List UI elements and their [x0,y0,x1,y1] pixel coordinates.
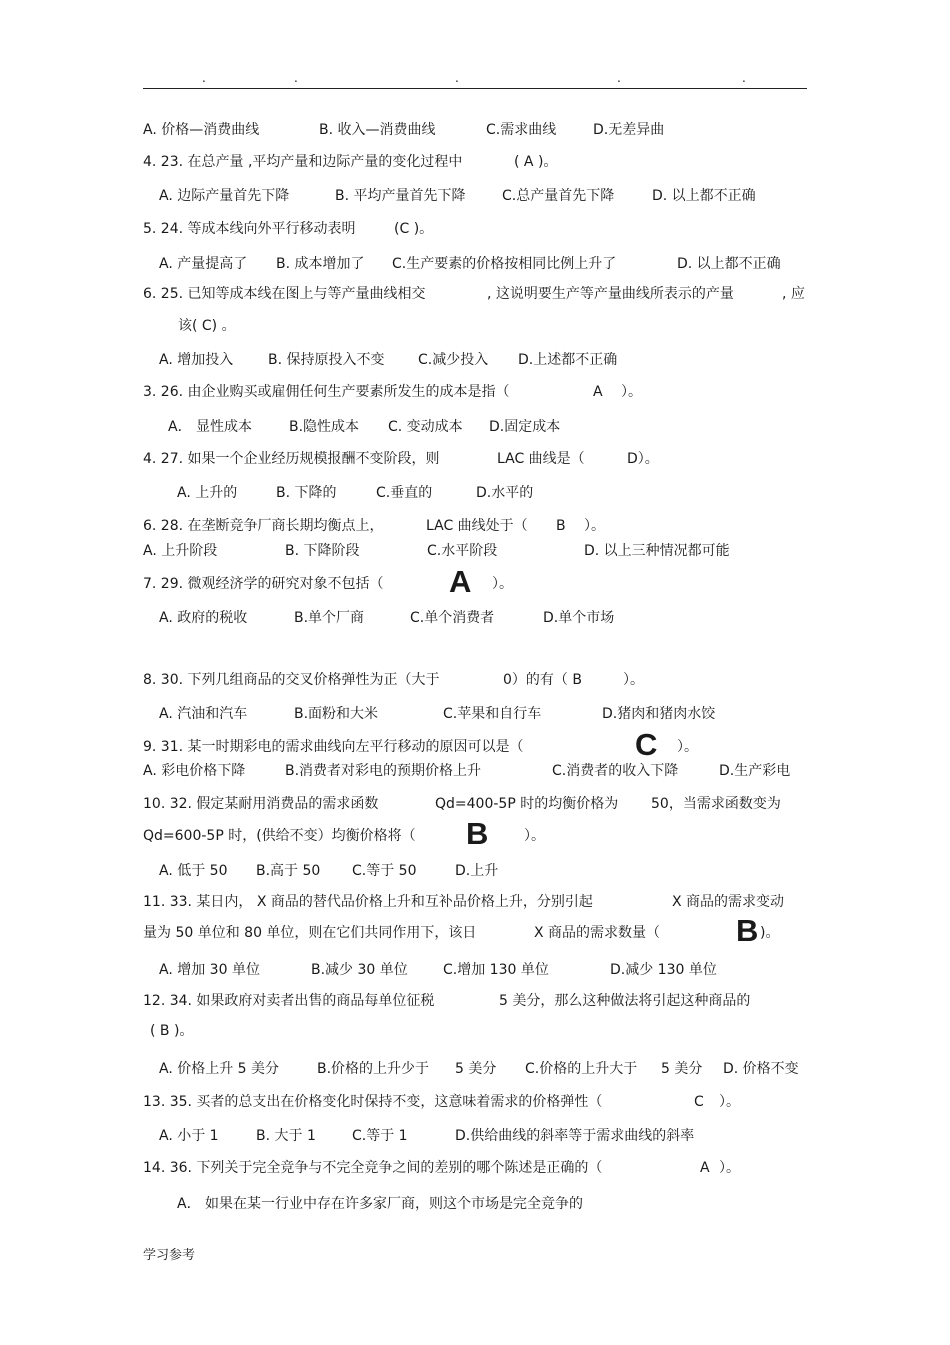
option-text: A. 增加投入 [159,352,234,368]
header-dot: . [617,71,621,85]
question-text: 13. 35. 买者的总支出在价格变化时保持不变，这意味着需求的价格弹性（ [143,1094,603,1110]
question-text: X 商品的需求变动 [672,894,785,910]
option-text: A. 彩电价格下降 [143,763,246,779]
option-text: A． 显性成本 [168,419,253,435]
option-text: D. 以上都不正确 [677,256,781,272]
question-text: ）。 [719,1094,740,1110]
handwritten-answer: C [635,727,658,762]
option-text: A. 产量提高了 [159,256,248,272]
question-text: LAC 曲线处于（ [426,518,528,534]
question-text: 11. 33. 某日内， X 商品的替代品价格上升和互补品价格上升，分别引起 [143,894,593,910]
answer-text: ( A )。 [514,154,558,170]
question-text: 量为 50 单位和 80 单位，则在它们共同作用下，该日 [143,925,477,941]
option-text: D. 价格不变 [723,1061,799,1077]
option-text: 5 美分 [661,1061,703,1077]
option-text: A. 增加 30 单位 [159,962,260,978]
question-text: ）。 [524,828,545,844]
option-text: D.固定成本 [489,419,561,435]
option-text: A. 低于 50 [159,863,228,879]
option-text: A. 汽油和汽车 [159,706,248,722]
option-text: B.隐性成本 [289,419,360,435]
handwritten-answer: B [736,913,759,948]
option-text: B.减少 30 单位 [311,962,408,978]
question-text: ）。 [623,672,644,688]
option-text: B. 收入—消费曲线 [319,122,436,138]
question-text: )。 [760,925,780,941]
option-text: C.减少投入 [418,352,489,368]
question-text: 6. 28. 在垄断竞争厂商长期均衡点上， [143,518,384,534]
option-text: D. 以上都不正确 [652,188,756,204]
question-text: 9. 31. 某一时期彩电的需求曲线向左平行移动的原因可以是（ [143,739,524,755]
option-text: C.增加 130 单位 [443,962,549,978]
option-text: C.等于 1 [352,1128,408,1144]
header-dot: . [742,71,746,85]
option-text: A. 小于 1 [159,1128,219,1144]
question-text: Qd=400-5P 时的均衡价格为 [435,796,619,812]
header-dot: . [455,71,459,85]
option-text: B. 平均产量首先下降 [335,188,466,204]
question-text: 14. 36. 下列关于完全竞争与不完全竞争之间的差别的哪个陈述是正确的（ [143,1160,603,1176]
option-text: C.生产要素的价格按相同比例上升了 [392,256,617,272]
option-text: B. 下降阶段 [285,543,360,559]
option-text: B.单个厂商 [294,610,365,626]
answer-text: A [700,1160,710,1176]
option-text: B. 成本增加了 [276,256,365,272]
option-text: A. 边际产量首先下降 [159,188,290,204]
question-text: 5 美分，那么这种做法将引起这种商品的 [499,993,751,1009]
option-text: B. 保持原投入不变 [268,352,385,368]
option-text: A． 如果在某一行业中存在许多家厂商，则这个市场是完全竞争的 [177,1196,584,1212]
answer-text: C [694,1094,704,1110]
question-text: X 商品的需求数量（ [534,925,661,941]
option-text: A. 价格—消费曲线 [143,122,260,138]
option-text: B.高于 50 [256,863,321,879]
option-text: D.单个市场 [543,610,615,626]
question-text: 10. 32. 假定某耐用消费品的需求函数 [143,796,379,812]
header-rule [143,88,807,89]
question-text: 4. 23. 在总产量 ,平均产量和边际产量的变化过程中 [143,154,463,170]
option-text: C.垂直的 [376,485,433,501]
option-text: D. 以上三种情况都可能 [584,543,730,559]
answer-text: 该( C) 。 [178,318,236,334]
option-text: D.上升 [455,863,499,879]
question-text: 3. 26. 由企业购买或雇佣任何生产要素所发生的成本是指（ [143,384,510,400]
option-text: D.生产彩电 [719,763,791,779]
option-text: B.价格的上升少于 [317,1061,430,1077]
question-text: ）。 [621,384,642,400]
option-text: C.苹果和自行车 [443,706,542,722]
question-text: Qd=600-5P 时，(供给不变）均衡价格将（ [143,828,416,844]
answer-text: D）。 [627,451,659,467]
option-text: C.价格的上升大于 [525,1061,638,1077]
answer-text: B [556,518,566,534]
question-text: ）。 [677,739,698,755]
question-text: ）。 [719,1160,740,1176]
option-text: D.无差异曲 [593,122,665,138]
question-text: 6. 25. 已知等成本线在图上与等产量曲线相交 [143,286,426,302]
handwritten-answer: A [449,564,472,599]
question-text: 12. 34. 如果政府对卖者出售的商品每单位征税 [143,993,435,1009]
option-text: B. 大于 1 [256,1128,316,1144]
question-text: ）。 [584,518,605,534]
question-text: 50，当需求函数变为 [651,796,781,812]
question-text: 8. 30. 下列几组商品的交叉价格弹性为正（大于 [143,672,440,688]
option-text: C.单个消费者 [410,610,495,626]
question-text: , 应 [782,286,805,302]
header-dot: . [294,71,298,85]
option-text: A. 上升阶段 [143,543,218,559]
option-text: D.减少 130 单位 [610,962,717,978]
answer-text: 0）的有（ B [503,672,582,688]
page-footer: 学习参考 [143,1248,196,1263]
answer-text: ( B )。 [150,1023,194,1039]
question-text: ）。 [492,576,513,592]
answer-text: (C )。 [394,221,434,237]
option-text: A. 上升的 [177,485,238,501]
option-text: C.消费者的收入下降 [552,763,679,779]
option-text: D.猪肉和猪肉水饺 [602,706,716,722]
question-text: 4. 27. 如果一个企业经历规模报酬不变阶段，则 [143,451,440,467]
option-text: D.供给曲线的斜率等于需求曲线的斜率 [455,1128,695,1144]
question-text: 5. 24. 等成本线向外平行移动表明 [143,221,356,237]
option-text: A. 价格上升 5 美分 [159,1061,280,1077]
header-dot: . [202,71,206,85]
option-text: B. 下降的 [276,485,337,501]
option-text: C.等于 50 [352,863,417,879]
option-text: C.总产量首先下降 [502,188,615,204]
option-text: C. 变动成本 [388,419,463,435]
answer-text: A [593,384,603,400]
option-text: D.水平的 [476,485,534,501]
option-text: B.消费者对彩电的预期价格上升 [285,763,482,779]
option-text: D.上述都不正确 [518,352,618,368]
option-text: 5 美分 [455,1061,497,1077]
option-text: C.需求曲线 [486,122,557,138]
question-text: LAC 曲线是（ [497,451,585,467]
handwritten-answer: B [466,816,489,851]
option-text: C.水平阶段 [427,543,498,559]
question-text: 7. 29. 微观经济学的研究对象不包括（ [143,576,384,592]
option-text: B.面粉和大米 [294,706,379,722]
option-text: A. 政府的税收 [159,610,248,626]
question-text: , 这说明要生产等产量曲线所表示的产量 [487,286,734,302]
